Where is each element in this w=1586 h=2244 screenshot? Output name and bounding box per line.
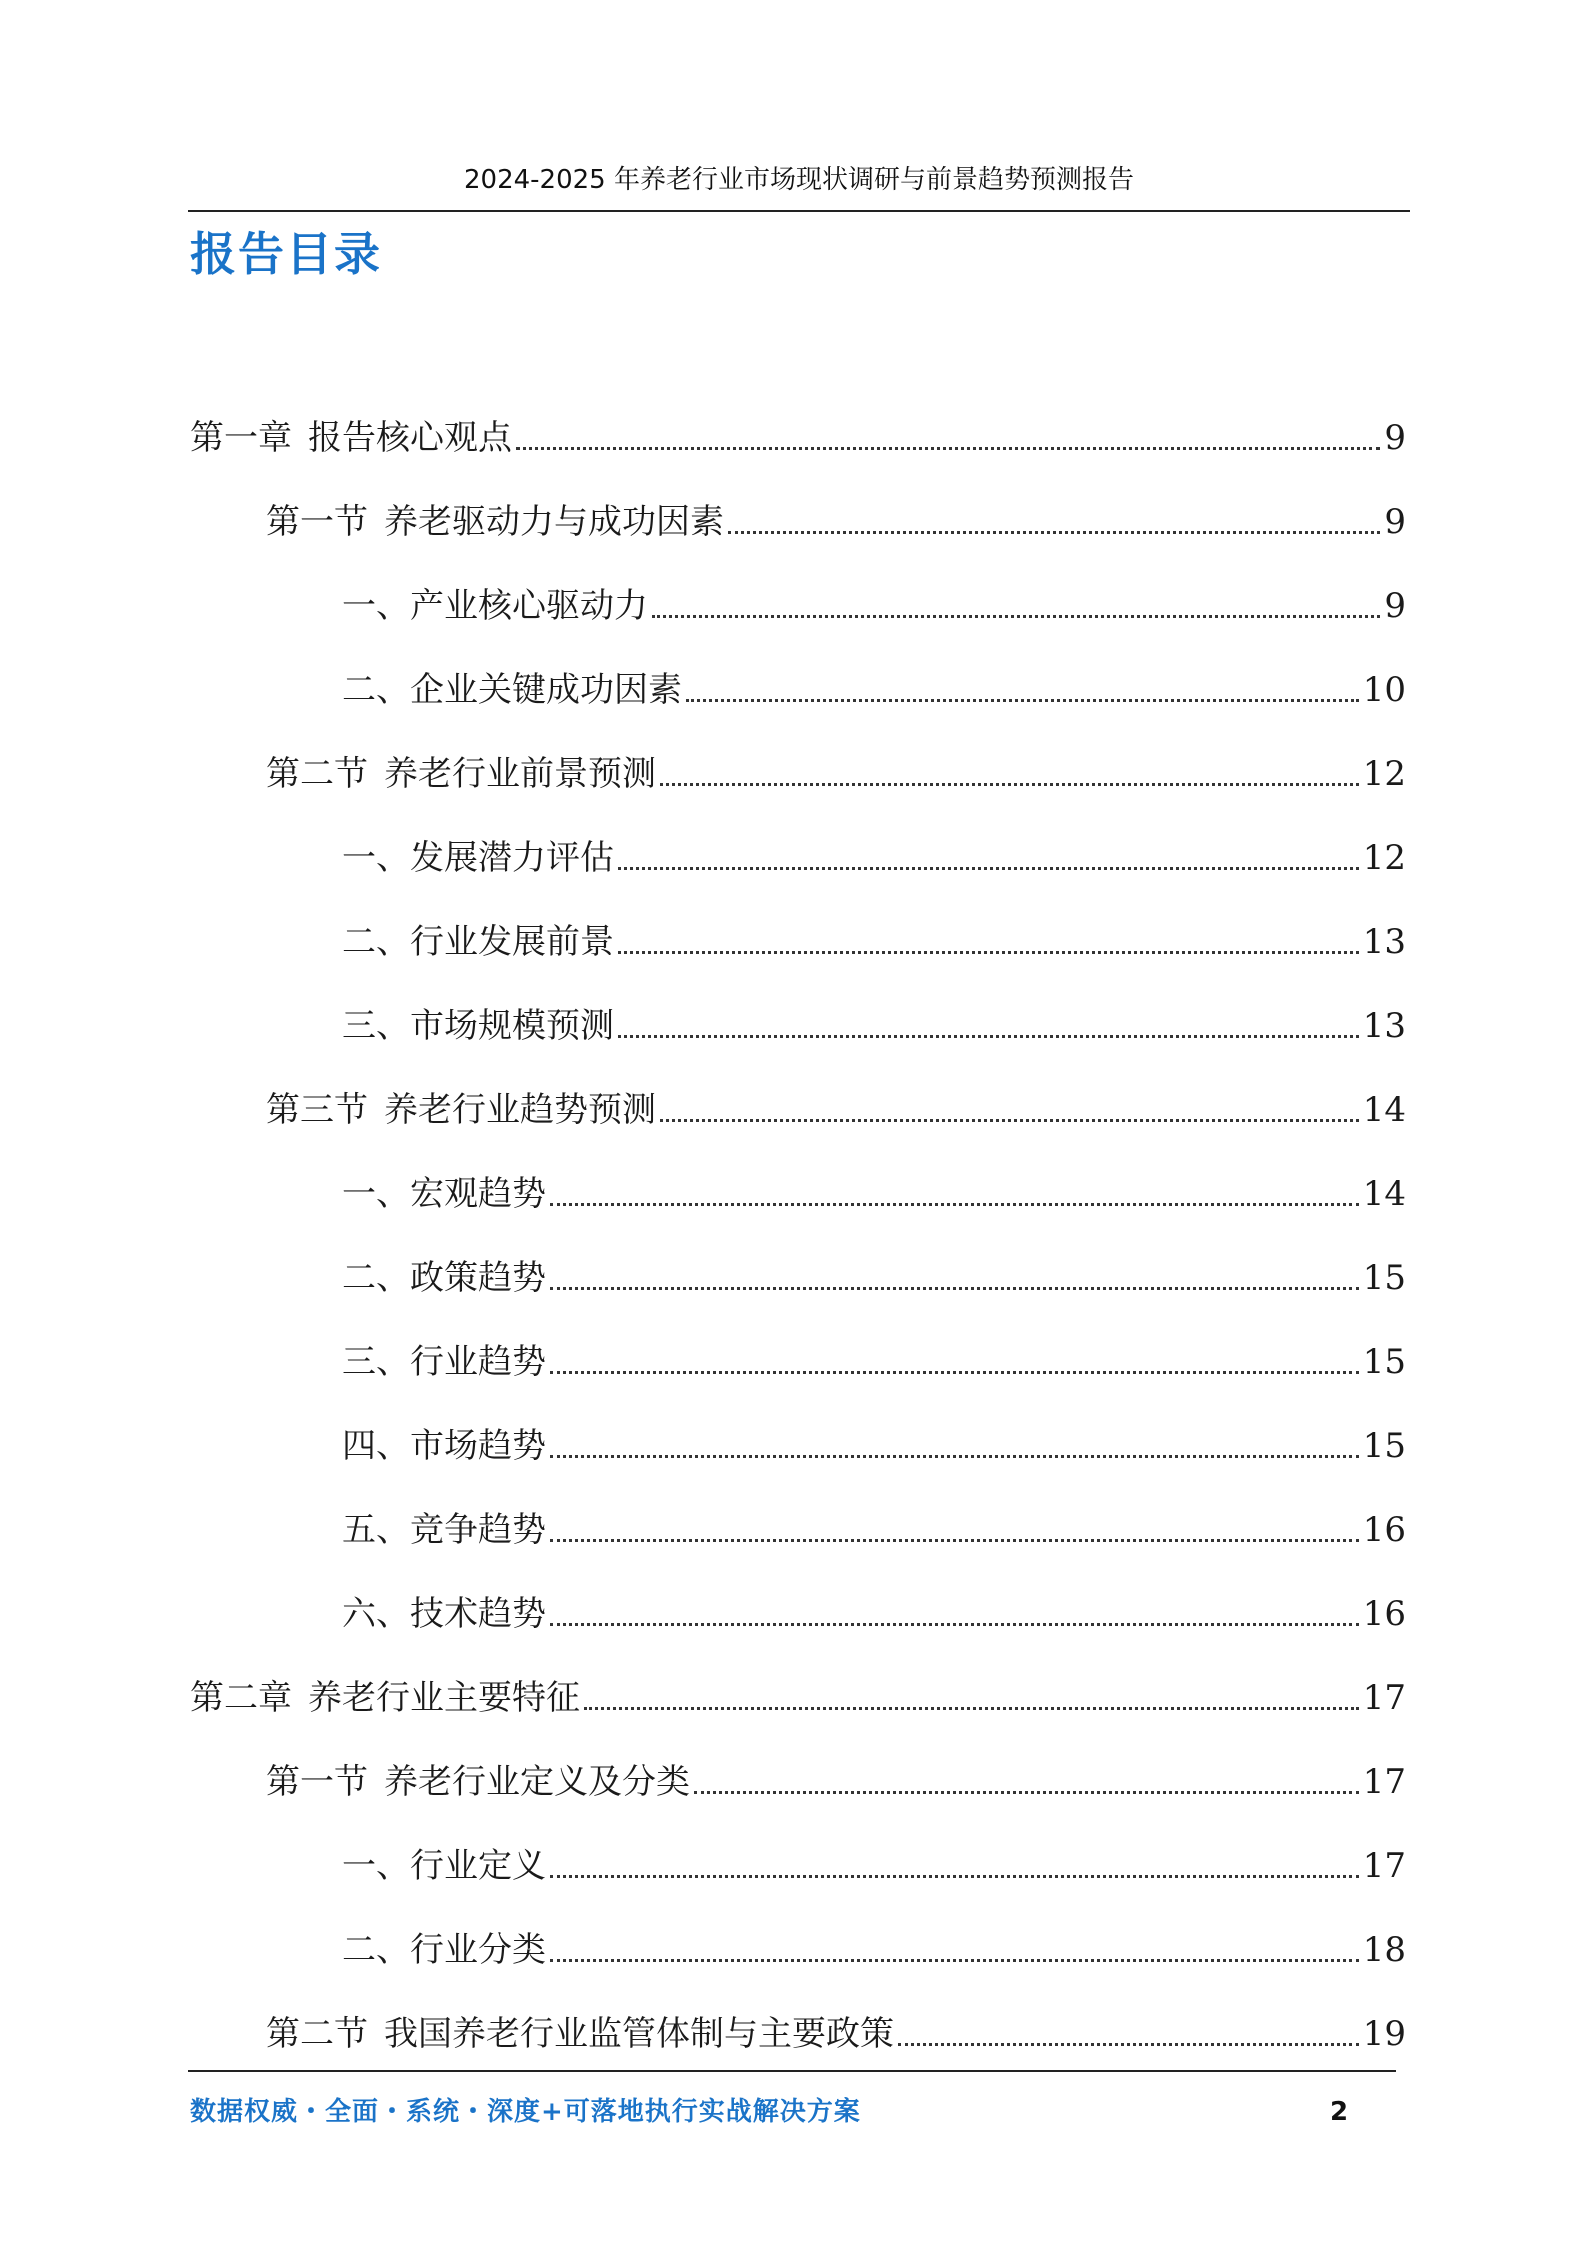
toc-entry[interactable] — [190, 1912, 1406, 1972]
toc-page-number: 12 — [1362, 754, 1406, 794]
toc-entry[interactable] — [190, 1996, 1406, 2056]
toc-entry[interactable] — [190, 1660, 1406, 1720]
toc-dot-leader — [652, 615, 1380, 618]
toc-entry[interactable] — [190, 1492, 1406, 1552]
toc-dot-leader — [516, 447, 1380, 450]
toc-entry-number: 第二章 — [190, 1678, 292, 1718]
toc-entry[interactable] — [190, 1828, 1406, 1888]
toc-entry-number: 一、 — [342, 1846, 410, 1886]
toc-dot-leader — [694, 1791, 1359, 1794]
toc-dot-leader — [550, 1371, 1359, 1374]
toc-entry-text: 市场趋势 — [410, 1426, 546, 1466]
toc-entry-number: 第一节 — [266, 502, 368, 542]
toc-entry-label — [342, 584, 648, 628]
toc-entry-number: 一、 — [342, 586, 410, 626]
toc-entry[interactable] — [190, 1576, 1406, 1636]
toc-entry[interactable] — [190, 1072, 1406, 1132]
toc-entry-label — [342, 1592, 546, 1636]
toc-entry-label — [266, 500, 724, 544]
toc-entry-number: 二、 — [342, 1930, 410, 1970]
toc-entry-number: 第一章 — [190, 418, 292, 458]
toc-dot-leader — [550, 1623, 1359, 1626]
toc-dot-leader — [550, 1455, 1359, 1458]
toc-entry-label — [266, 752, 656, 796]
toc-entry-text: 企业关键成功因素 — [410, 670, 682, 710]
toc-dot-leader — [550, 1203, 1359, 1206]
toc-page-number: 18 — [1362, 1930, 1406, 1970]
page-title: 报告目录 — [190, 227, 382, 281]
toc-page-number: 17 — [1362, 1762, 1406, 1802]
toc-entry-number: 第一节 — [266, 1762, 368, 1802]
toc-entry-label — [342, 1844, 546, 1888]
toc-dot-leader — [550, 1875, 1359, 1878]
toc-entry[interactable] — [190, 1156, 1406, 1216]
toc-page-number: 13 — [1362, 922, 1406, 962]
toc-entry-number: 六、 — [342, 1594, 410, 1634]
toc-entry[interactable] — [190, 1744, 1406, 1804]
toc-page-number: 19 — [1362, 2014, 1406, 2054]
toc-entry-label — [342, 1004, 614, 1048]
toc-page-number: 10 — [1362, 670, 1406, 710]
toc-entry[interactable] — [190, 484, 1406, 544]
footer-divider — [188, 2070, 1396, 2072]
toc-page-number: 9 — [1384, 502, 1406, 542]
toc-entry-text: 养老行业定义及分类 — [384, 1762, 690, 1802]
toc-entry-number: 一、 — [342, 838, 410, 878]
toc-page-number: 9 — [1384, 586, 1406, 626]
toc-page-number: 15 — [1362, 1258, 1406, 1298]
toc-dot-leader — [550, 1959, 1359, 1962]
toc-entry-text: 养老行业前景预测 — [384, 754, 656, 794]
toc-dot-leader — [550, 1287, 1359, 1290]
page-header — [188, 160, 1410, 212]
toc-entry-label — [190, 416, 512, 460]
toc-entry[interactable] — [190, 820, 1406, 880]
toc-dot-leader — [728, 531, 1380, 534]
toc-entry-text: 政策趋势 — [410, 1258, 546, 1298]
toc-page-number: 9 — [1384, 418, 1406, 458]
toc-dot-leader — [686, 699, 1359, 702]
toc-entry[interactable] — [190, 1324, 1406, 1384]
toc-entry-label — [342, 1340, 546, 1384]
toc-entry-number: 五、 — [342, 1510, 410, 1550]
toc-page-number: 13 — [1362, 1006, 1406, 1046]
toc-entry[interactable] — [190, 1240, 1406, 1300]
toc-entry-number: 一、 — [342, 1174, 410, 1214]
toc-entry-number: 二、 — [342, 1258, 410, 1298]
toc-entry[interactable] — [190, 400, 1406, 460]
toc-dot-leader — [898, 2043, 1359, 2046]
toc-entry-label — [266, 1088, 656, 1132]
toc-dot-leader — [618, 867, 1359, 870]
toc-entry[interactable] — [190, 1408, 1406, 1468]
toc-page-number: 16 — [1362, 1594, 1406, 1634]
toc-entry-number: 三、 — [342, 1342, 410, 1382]
toc-dot-leader — [584, 1707, 1359, 1710]
toc-entry-text: 行业发展前景 — [410, 922, 614, 962]
footer-page-number: 2 — [1330, 2097, 1349, 2127]
toc-entry-text: 我国养老行业监管体制与主要政策 — [384, 2014, 894, 2054]
toc-entry[interactable] — [190, 736, 1406, 796]
toc-entry-label — [266, 2012, 894, 2056]
toc-entry-text: 产业核心驱动力 — [410, 586, 648, 626]
toc-dot-leader — [660, 783, 1359, 786]
toc-entry-text: 竞争趋势 — [410, 1510, 546, 1550]
toc-page-number: 14 — [1362, 1090, 1406, 1130]
toc-entry-label — [342, 1508, 546, 1552]
toc-entry-text: 养老驱动力与成功因素 — [384, 502, 724, 542]
toc-entry[interactable] — [190, 904, 1406, 964]
toc-entry-label — [266, 1760, 690, 1804]
toc-entry-label — [342, 836, 614, 880]
toc-entry-label — [342, 668, 682, 712]
toc-entry-text: 发展潜力评估 — [410, 838, 614, 878]
toc-page-number: 12 — [1362, 838, 1406, 878]
toc-entry-text: 养老行业趋势预测 — [384, 1090, 656, 1130]
toc-page-number: 15 — [1362, 1426, 1406, 1466]
toc-page-number: 17 — [1362, 1678, 1406, 1718]
toc-entry-text: 行业分类 — [410, 1930, 546, 1970]
toc-entry-label — [342, 1256, 546, 1300]
toc-page-number: 16 — [1362, 1510, 1406, 1550]
toc-entry-label — [342, 920, 614, 964]
toc-entry-text: 报告核心观点 — [308, 418, 512, 458]
toc-entry-text: 行业趋势 — [410, 1342, 546, 1382]
toc-dot-leader — [618, 951, 1359, 954]
toc-entry[interactable] — [190, 988, 1406, 1048]
toc-entry-text: 行业定义 — [410, 1846, 546, 1886]
toc-entry-label — [190, 1676, 580, 1720]
toc-page-number: 17 — [1362, 1846, 1406, 1886]
report-title: 2024-2025 年养老行业市场现状调研与前景趋势预测报告 — [464, 165, 1134, 195]
toc-entry-label — [342, 1172, 546, 1216]
toc-entry[interactable] — [190, 652, 1406, 712]
toc-entry-number: 第三节 — [266, 1090, 368, 1130]
toc-dot-leader — [660, 1119, 1359, 1122]
toc-entry-text: 养老行业主要特征 — [308, 1678, 580, 1718]
toc-entry-number: 四、 — [342, 1426, 410, 1466]
toc-entry-number: 二、 — [342, 922, 410, 962]
toc-dot-leader — [550, 1539, 1359, 1542]
toc-page-number: 14 — [1362, 1174, 1406, 1214]
toc-entry-label — [342, 1928, 546, 1972]
toc-entry-text: 宏观趋势 — [410, 1174, 546, 1214]
footer-slogan: 数据权威・全面・系统・深度+可落地执行实战解决方案 — [190, 2097, 861, 2127]
toc-entry-label — [342, 1424, 546, 1468]
toc-entry-text: 市场规模预测 — [410, 1006, 614, 1046]
toc-entry[interactable] — [190, 568, 1406, 628]
toc-dot-leader — [618, 1035, 1359, 1038]
toc-entry-number: 第二节 — [266, 2014, 368, 2054]
toc-entry-number: 二、 — [342, 670, 410, 710]
toc-entry-number: 第二节 — [266, 754, 368, 794]
toc-page-number: 15 — [1362, 1342, 1406, 1382]
toc-entry-number: 三、 — [342, 1006, 410, 1046]
toc-entry-text: 技术趋势 — [410, 1594, 546, 1634]
